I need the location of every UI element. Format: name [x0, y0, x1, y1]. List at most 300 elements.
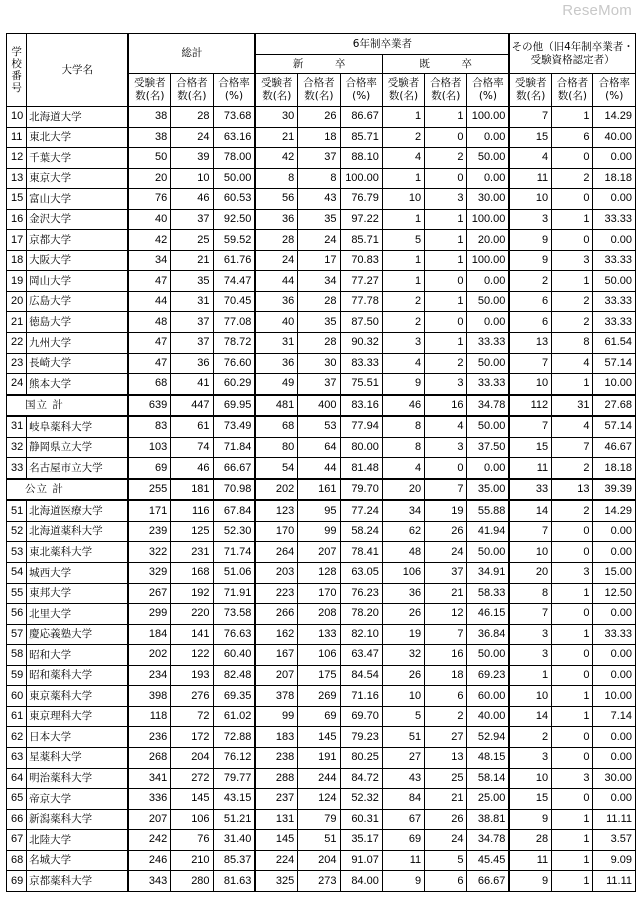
value-cell: 167: [255, 645, 297, 666]
university-name-cell: 大阪大学: [27, 250, 129, 271]
value-cell: 1: [552, 706, 593, 727]
university-name-cell: 千葉大学: [27, 148, 129, 169]
value-cell: 1: [425, 209, 467, 230]
value-cell: 28: [298, 291, 340, 312]
value-cell: 7: [509, 604, 551, 625]
value-cell: 145: [255, 830, 297, 851]
value-cell: 44: [298, 458, 340, 479]
value-cell: 78.00: [213, 148, 255, 169]
university-name-cell: 北里大学: [27, 604, 129, 625]
value-cell: 123: [255, 500, 297, 521]
value-cell: 0: [552, 521, 593, 542]
value-cell: 44: [128, 291, 170, 312]
value-cell: 69.23: [467, 665, 509, 686]
value-cell: 264: [255, 542, 297, 563]
value-cell: 37: [425, 563, 467, 584]
value-cell: 8: [552, 333, 593, 354]
value-cell: 1: [509, 665, 551, 686]
value-cell: 2: [382, 312, 424, 333]
table-row: [7, 850, 636, 871]
value-cell: 35: [171, 271, 213, 292]
value-cell: 36: [171, 353, 213, 374]
value-cell: 13: [552, 479, 593, 501]
value-cell: 0: [552, 665, 593, 686]
header-new-grad: 新 卒: [255, 55, 382, 74]
value-cell: 343: [128, 871, 170, 892]
value-cell: 31: [552, 395, 593, 417]
school-no-cell: 22: [7, 333, 27, 354]
value-cell: 325: [255, 871, 297, 892]
school-no-cell: 66: [7, 809, 27, 830]
value-cell: 4: [382, 353, 424, 374]
value-cell: 10: [509, 542, 551, 563]
value-cell: 77.08: [213, 312, 255, 333]
value-cell: 172: [171, 727, 213, 748]
value-cell: 329: [128, 563, 170, 584]
value-cell: 77.27: [340, 271, 382, 292]
value-cell: 68: [128, 374, 170, 395]
university-name-cell: 星薬科大学: [27, 747, 129, 768]
table-row: [7, 230, 636, 251]
value-cell: 36: [255, 353, 297, 374]
value-cell: 15: [509, 789, 551, 810]
header-passers: 合格者数(名): [552, 74, 593, 107]
university-name-cell: 北海道大学: [27, 107, 129, 128]
table-row: [7, 107, 636, 128]
value-cell: 33.33: [593, 250, 636, 271]
value-cell: 61.54: [593, 333, 636, 354]
value-cell: 41.94: [467, 521, 509, 542]
value-cell: 2: [552, 291, 593, 312]
value-cell: 27: [425, 727, 467, 748]
value-cell: 37: [171, 209, 213, 230]
value-cell: 7: [425, 624, 467, 645]
value-cell: 0.00: [467, 458, 509, 479]
value-cell: 447: [171, 395, 213, 417]
value-cell: 26: [298, 107, 340, 128]
value-cell: 10: [382, 189, 424, 210]
value-cell: 25: [425, 768, 467, 789]
value-cell: 14: [509, 706, 551, 727]
school-no-cell: 65: [7, 789, 27, 810]
value-cell: 0: [425, 127, 467, 148]
value-cell: 76.63: [213, 624, 255, 645]
value-cell: 18: [425, 665, 467, 686]
value-cell: 50.00: [467, 148, 509, 169]
value-cell: 31: [255, 333, 297, 354]
value-cell: 0: [552, 542, 593, 563]
value-cell: 3: [552, 768, 593, 789]
value-cell: 69.70: [340, 706, 382, 727]
school-no-cell: 18: [7, 250, 27, 271]
value-cell: 76.60: [213, 353, 255, 374]
value-cell: 34: [128, 250, 170, 271]
value-cell: 336: [128, 789, 170, 810]
value-cell: 191: [298, 747, 340, 768]
value-cell: 92.50: [213, 209, 255, 230]
value-cell: 47: [128, 271, 170, 292]
school-no-cell: 69: [7, 871, 27, 892]
value-cell: 39: [171, 148, 213, 169]
value-cell: 4: [509, 148, 551, 169]
value-cell: 202: [255, 479, 297, 501]
value-cell: 27: [382, 747, 424, 768]
value-cell: 6: [552, 127, 593, 148]
value-cell: 234: [128, 665, 170, 686]
university-name-cell: 静岡県立大学: [27, 437, 129, 458]
table-body: [7, 107, 636, 892]
table-row: [7, 645, 636, 666]
school-no-cell: 32: [7, 437, 27, 458]
value-cell: 0: [552, 230, 593, 251]
university-name-cell: 徳島大学: [27, 312, 129, 333]
value-cell: 46: [171, 189, 213, 210]
value-cell: 42: [128, 230, 170, 251]
value-cell: 8: [382, 437, 424, 458]
table-row: [7, 563, 636, 584]
value-cell: 83: [128, 416, 170, 437]
value-cell: 170: [255, 521, 297, 542]
university-name-cell: 新潟薬科大学: [27, 809, 129, 830]
value-cell: 0.00: [467, 168, 509, 189]
value-cell: 1: [552, 624, 593, 645]
value-cell: 276: [171, 686, 213, 707]
value-cell: 33: [509, 479, 551, 501]
value-cell: 175: [298, 665, 340, 686]
table-row: [7, 189, 636, 210]
value-cell: 2: [509, 271, 551, 292]
value-cell: 0: [552, 727, 593, 748]
value-cell: 220: [171, 604, 213, 625]
school-no-cell: 64: [7, 768, 27, 789]
value-cell: 88.10: [340, 148, 382, 169]
value-cell: 0: [425, 271, 467, 292]
school-no-cell: 51: [7, 500, 27, 521]
value-cell: 1: [425, 291, 467, 312]
value-cell: 60.29: [213, 374, 255, 395]
value-cell: 1: [425, 333, 467, 354]
value-cell: 77.78: [340, 291, 382, 312]
value-cell: 181: [171, 479, 213, 501]
school-no-cell: 31: [7, 416, 27, 437]
table-row: [7, 686, 636, 707]
value-cell: 145: [171, 789, 213, 810]
table-row: [7, 374, 636, 395]
value-cell: 10: [171, 168, 213, 189]
school-no-cell: 21: [7, 312, 27, 333]
value-cell: 61.02: [213, 706, 255, 727]
value-cell: 76.23: [340, 583, 382, 604]
value-cell: 288: [255, 768, 297, 789]
school-no-cell: 20: [7, 291, 27, 312]
value-cell: 2: [425, 353, 467, 374]
school-no-cell: 23: [7, 353, 27, 374]
school-no-cell: 15: [7, 189, 27, 210]
value-cell: 7: [509, 107, 551, 128]
value-cell: 0.00: [593, 645, 636, 666]
header-applicants: 受験者数(名): [382, 74, 424, 107]
value-cell: 85.37: [213, 850, 255, 871]
university-name-cell: 明治薬科大学: [27, 768, 129, 789]
value-cell: 141: [171, 624, 213, 645]
value-cell: 122: [171, 645, 213, 666]
value-cell: 84.00: [340, 871, 382, 892]
value-cell: 34.91: [467, 563, 509, 584]
value-cell: 9: [382, 374, 424, 395]
table-row: [7, 830, 636, 851]
value-cell: 0.00: [593, 230, 636, 251]
table-row: [7, 333, 636, 354]
value-cell: 74.47: [213, 271, 255, 292]
value-cell: 21: [425, 789, 467, 810]
value-cell: 14.29: [593, 107, 636, 128]
value-cell: 31: [171, 291, 213, 312]
value-cell: 21: [425, 583, 467, 604]
university-name-cell: 東京薬科大学: [27, 686, 129, 707]
header-applicants: 受験者数(名): [509, 74, 551, 107]
value-cell: 0.00: [593, 747, 636, 768]
value-cell: 0.00: [467, 271, 509, 292]
value-cell: 10: [509, 768, 551, 789]
value-cell: 5: [382, 230, 424, 251]
value-cell: 8: [255, 168, 297, 189]
value-cell: 37: [298, 374, 340, 395]
value-cell: 60.40: [213, 645, 255, 666]
table-row: [7, 706, 636, 727]
university-name-cell: 岐阜薬科大学: [27, 416, 129, 437]
value-cell: 400: [298, 395, 340, 417]
school-no-cell: 67: [7, 830, 27, 851]
value-cell: 71.84: [213, 437, 255, 458]
value-cell: 193: [171, 665, 213, 686]
school-no-cell: 58: [7, 645, 27, 666]
value-cell: 100.00: [467, 107, 509, 128]
header-total: 総計: [128, 34, 255, 74]
value-cell: 33.33: [593, 312, 636, 333]
university-name-cell: 昭和大学: [27, 645, 129, 666]
value-cell: 61: [171, 416, 213, 437]
value-cell: 13: [509, 333, 551, 354]
value-cell: 33.33: [467, 333, 509, 354]
table-row: [7, 727, 636, 748]
value-cell: 17: [298, 250, 340, 271]
value-cell: 33.33: [593, 624, 636, 645]
value-cell: 269: [298, 686, 340, 707]
value-cell: 125: [171, 521, 213, 542]
value-cell: 0: [552, 747, 593, 768]
value-cell: 97.22: [340, 209, 382, 230]
value-cell: 4: [425, 416, 467, 437]
value-cell: 50.00: [467, 353, 509, 374]
value-cell: 6: [425, 871, 467, 892]
value-cell: 47: [128, 353, 170, 374]
value-cell: 45.45: [467, 850, 509, 871]
value-cell: 67.84: [213, 500, 255, 521]
value-cell: 19: [382, 624, 424, 645]
value-cell: 30.00: [593, 768, 636, 789]
value-cell: 79.70: [340, 479, 382, 501]
table-row: [7, 871, 636, 892]
value-cell: 48.15: [467, 747, 509, 768]
university-name-cell: 富山大学: [27, 189, 129, 210]
value-cell: 2: [552, 168, 593, 189]
value-cell: 1: [552, 374, 593, 395]
table-row: [7, 168, 636, 189]
value-cell: 69.95: [213, 395, 255, 417]
value-cell: 4: [552, 416, 593, 437]
table-row: [7, 809, 636, 830]
value-cell: 128: [298, 563, 340, 584]
value-cell: 40: [128, 209, 170, 230]
value-cell: 3: [509, 645, 551, 666]
value-cell: 38: [128, 107, 170, 128]
value-cell: 18: [298, 127, 340, 148]
value-cell: 71.91: [213, 583, 255, 604]
value-cell: 41: [171, 374, 213, 395]
value-cell: 1: [425, 230, 467, 251]
university-name-cell: 城西大学: [27, 563, 129, 584]
value-cell: 84.54: [340, 665, 382, 686]
value-cell: 0: [552, 189, 593, 210]
value-cell: 1: [552, 209, 593, 230]
value-cell: 74: [171, 437, 213, 458]
value-cell: 1: [552, 107, 593, 128]
value-cell: 50.00: [213, 168, 255, 189]
university-name-cell: 広島大学: [27, 291, 129, 312]
university-name-cell: 京都大学: [27, 230, 129, 251]
value-cell: 273: [298, 871, 340, 892]
university-name-cell: 金沢大学: [27, 209, 129, 230]
value-cell: 73.58: [213, 604, 255, 625]
pass-rate-table: [6, 33, 636, 892]
value-cell: 1: [552, 271, 593, 292]
value-cell: 60.00: [467, 686, 509, 707]
value-cell: 7: [425, 479, 467, 501]
value-cell: 116: [171, 500, 213, 521]
value-cell: 255: [128, 479, 170, 501]
value-cell: 24: [171, 127, 213, 148]
value-cell: 50.00: [467, 542, 509, 563]
value-cell: 5: [425, 850, 467, 871]
value-cell: 18.18: [593, 458, 636, 479]
value-cell: 192: [171, 583, 213, 604]
value-cell: 6: [425, 686, 467, 707]
table-row: [7, 458, 636, 479]
value-cell: 2: [425, 148, 467, 169]
value-cell: 2: [382, 127, 424, 148]
value-cell: 34.78: [467, 830, 509, 851]
header-passers: 合格者数(名): [171, 74, 213, 107]
value-cell: 3: [509, 209, 551, 230]
value-cell: 28: [509, 830, 551, 851]
value-cell: 43: [382, 768, 424, 789]
value-cell: 0.00: [593, 542, 636, 563]
value-cell: 7: [509, 416, 551, 437]
value-cell: 280: [171, 871, 213, 892]
value-cell: 76.12: [213, 747, 255, 768]
value-cell: 1: [552, 809, 593, 830]
value-cell: 2: [425, 706, 467, 727]
value-cell: 69: [298, 706, 340, 727]
value-cell: 639: [128, 395, 170, 417]
header-school-no: 学校番号: [7, 34, 27, 107]
value-cell: 1: [425, 107, 467, 128]
table-row: [7, 209, 636, 230]
university-name-cell: 東京理科大学: [27, 706, 129, 727]
value-cell: 78.41: [340, 542, 382, 563]
value-cell: 83.33: [340, 353, 382, 374]
value-cell: 9.09: [593, 850, 636, 871]
university-name-cell: 北陸大学: [27, 830, 129, 851]
value-cell: 43: [298, 189, 340, 210]
value-cell: 73.49: [213, 416, 255, 437]
value-cell: 51.06: [213, 563, 255, 584]
university-name-cell: 慶応義塾大学: [27, 624, 129, 645]
value-cell: 1: [382, 209, 424, 230]
subtotal-row: [7, 395, 636, 417]
value-cell: 27.68: [593, 395, 636, 417]
value-cell: 207: [128, 809, 170, 830]
value-cell: 11: [509, 168, 551, 189]
table-row: [7, 353, 636, 374]
value-cell: 35: [298, 209, 340, 230]
value-cell: 11: [382, 850, 424, 871]
value-cell: 378: [255, 686, 297, 707]
value-cell: 7: [509, 353, 551, 374]
school-no-cell: 54: [7, 563, 27, 584]
value-cell: 37: [298, 148, 340, 169]
table-row: [7, 789, 636, 810]
value-cell: 145: [298, 727, 340, 748]
value-cell: 58.33: [467, 583, 509, 604]
university-name-cell: 長崎大学: [27, 353, 129, 374]
value-cell: 48: [382, 542, 424, 563]
value-cell: 236: [128, 727, 170, 748]
value-cell: 118: [128, 706, 170, 727]
university-name-cell: 九州大学: [27, 333, 129, 354]
school-no-cell: 56: [7, 604, 27, 625]
table-row: [7, 747, 636, 768]
university-name-cell: 北海道薬科大学: [27, 521, 129, 542]
value-cell: 0: [425, 312, 467, 333]
value-cell: 1: [382, 250, 424, 271]
value-cell: 9: [509, 250, 551, 271]
value-cell: 1: [382, 168, 424, 189]
value-cell: 4: [552, 353, 593, 374]
value-cell: 162: [255, 624, 297, 645]
header-university-name: 大学名: [27, 34, 129, 107]
university-name-cell: 帝京大学: [27, 789, 129, 810]
value-cell: 91.07: [340, 850, 382, 871]
value-cell: 66.67: [467, 871, 509, 892]
value-cell: 99: [298, 521, 340, 542]
value-cell: 0: [425, 168, 467, 189]
value-cell: 90.32: [340, 333, 382, 354]
value-cell: 100.00: [340, 168, 382, 189]
value-cell: 184: [128, 624, 170, 645]
university-name-cell: 北海道医療大学: [27, 500, 129, 521]
table-row: [7, 148, 636, 169]
value-cell: 35.17: [340, 830, 382, 851]
value-cell: 224: [255, 850, 297, 871]
resemom-logo: ReseMom: [562, 2, 632, 19]
value-cell: 59.52: [213, 230, 255, 251]
value-cell: 40.00: [467, 706, 509, 727]
value-cell: 3: [425, 437, 467, 458]
table-row: [7, 250, 636, 271]
header-applicants: 受験者数(名): [255, 74, 297, 107]
value-cell: 46: [171, 458, 213, 479]
